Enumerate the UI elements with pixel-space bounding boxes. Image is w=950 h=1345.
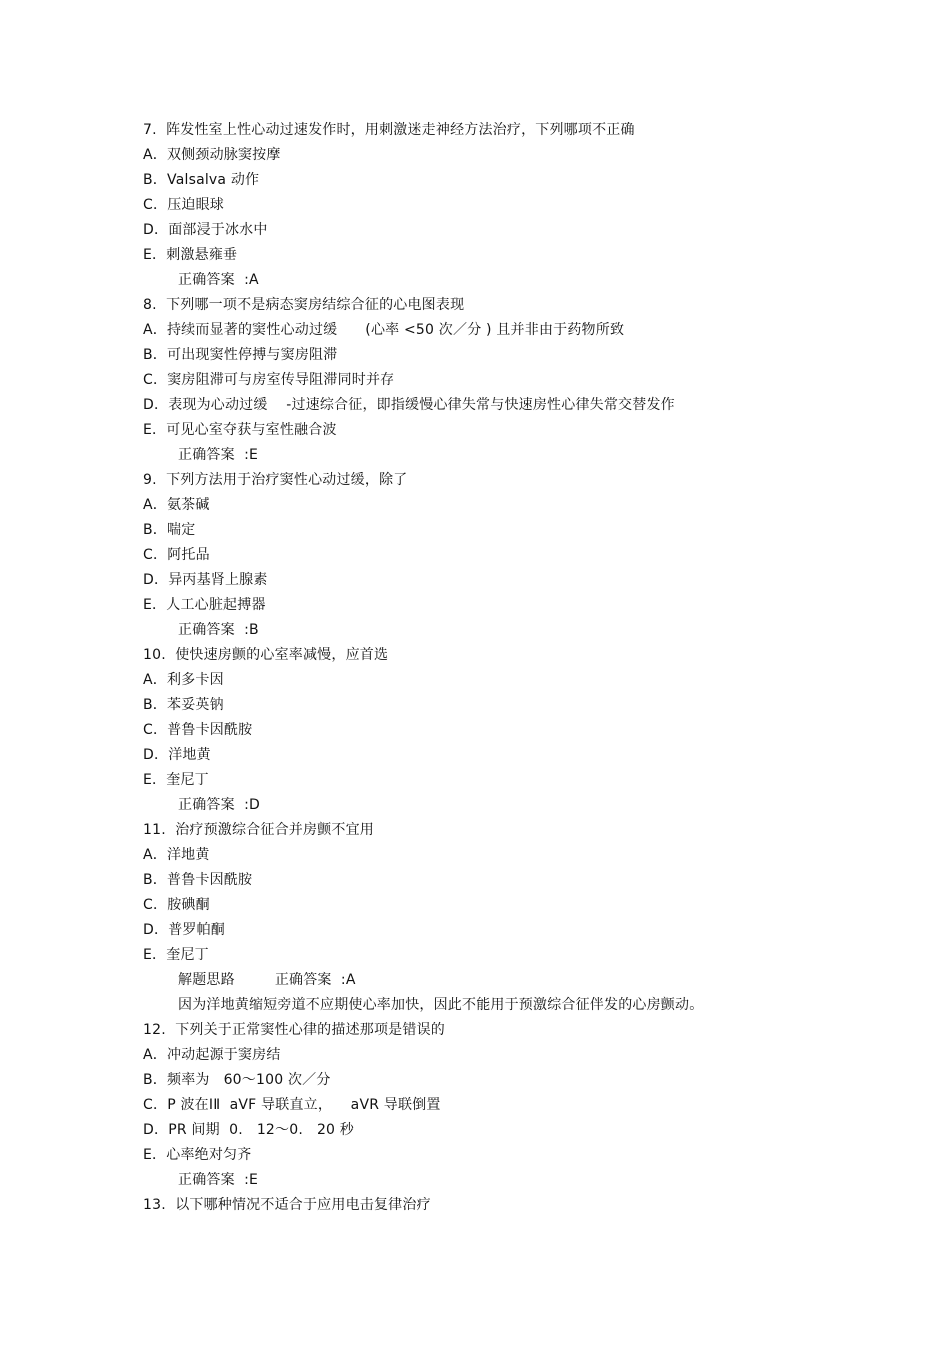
question-9-stem: 9. 下列方法用于治疗窦性心动过缓，除了 — [143, 472, 408, 488]
question-11-stem: 11. 治疗预激综合征合并房颤不宜用 — [143, 822, 374, 838]
question-9-option-c: C．阿托品 — [143, 547, 210, 563]
question-10-option-e: E．奎尼丁 — [143, 772, 209, 788]
question-9-option-b: B．喘定 — [143, 522, 196, 538]
question-11-option-d: D．普罗帕酮 — [143, 922, 225, 938]
question-8-option-d: D．表现为心动过缓 -过速综合征，即指缓慢心律失常与快速房性心律失常交替发作 — [143, 397, 675, 413]
question-13-stem: 13. 以下哪种情况不适合于应用电击复律治疗 — [143, 1197, 431, 1213]
question-11-option-b: B．普鲁卡因酰胺 — [143, 872, 253, 888]
question-8-stem: 8. 下列哪一项不是病态窦房结综合征的心电图表现 — [143, 297, 465, 313]
question-12-option-e: E．心率绝对匀齐 — [143, 1147, 252, 1163]
question-8-option-e: E．可见心室夺获与室性融合波 — [143, 422, 337, 438]
explain-label: 解题思路 — [178, 972, 235, 988]
question-11-explanation: 因为洋地黄缩短旁道不应期使心率加快，因此不能用于预激综合征伴发的心房颤动。 — [178, 997, 704, 1013]
question-12-option-b: B．频率为 60～100 次／分 — [143, 1072, 331, 1088]
question-8-option-a: A．持续而显著的窦性心动过缓 (心率 <50 次／分 ) 且并非由于药物所致 — [143, 322, 625, 338]
question-7-option-e: E．刺激悬雍垂 — [143, 247, 238, 263]
question-8-option-c: C．窦房阻滞可与房室传导阻滞同时并存 — [143, 372, 395, 388]
question-12-option-c: C．P 波在ⅠⅡ aVF 导联直立， aVR 导联倒置 — [143, 1097, 441, 1113]
question-7-answer: 正确答案 :A — [178, 272, 259, 288]
question-12-answer: 正确答案 :E — [178, 1172, 259, 1188]
question-8-answer: 正确答案 :E — [178, 447, 259, 463]
question-11-answer: 正确答案 :A — [274, 972, 356, 988]
question-8-option-b: B．可出现窦性停搏与窦房阻滞 — [143, 347, 338, 363]
question-7-option-a: A．双侧颈动脉窦按摩 — [143, 147, 281, 163]
question-11-answer-line — [178, 970, 356, 990]
question-12-option-d: D．PR 间期 0. 12～0. 20 秒 — [143, 1122, 355, 1138]
question-11-option-e: E．奎尼丁 — [143, 947, 209, 963]
question-9-answer: 正确答案 :B — [178, 622, 259, 638]
question-11-option-c: C．胺碘酮 — [143, 897, 210, 913]
question-9-option-e: E．人工心脏起搏器 — [143, 597, 266, 613]
question-10-answer: 正确答案 :D — [178, 797, 260, 813]
question-7-option-b: B．Valsalva 动作 — [143, 172, 260, 188]
question-7-option-c: C．压迫眼球 — [143, 197, 224, 213]
question-10-option-d: D．洋地黄 — [143, 747, 211, 763]
question-9-option-d: D．异丙基肾上腺素 — [143, 572, 268, 588]
question-11-option-a: A．洋地黄 — [143, 847, 210, 863]
question-7-stem: 7. 阵发性室上性心动过速发作时，用刺激迷走神经方法治疗，下列哪项不正确 — [143, 122, 635, 138]
question-12-option-a: A．冲动起源于窦房结 — [143, 1047, 281, 1063]
question-7-option-d: D．面部浸于冰水中 — [143, 222, 268, 238]
question-9-option-a: A．氨茶碱 — [143, 497, 210, 513]
question-10-option-c: C．普鲁卡因酰胺 — [143, 722, 253, 738]
question-12-stem: 12. 下列关于正常窦性心律的描述那项是错误的 — [143, 1022, 445, 1038]
question-10-option-a: A．利多卡因 — [143, 672, 224, 688]
question-10-option-b: B．苯妥英钠 — [143, 697, 224, 713]
question-10-stem: 10. 使快速房颤的心室率减慢，应首选 — [143, 647, 389, 663]
